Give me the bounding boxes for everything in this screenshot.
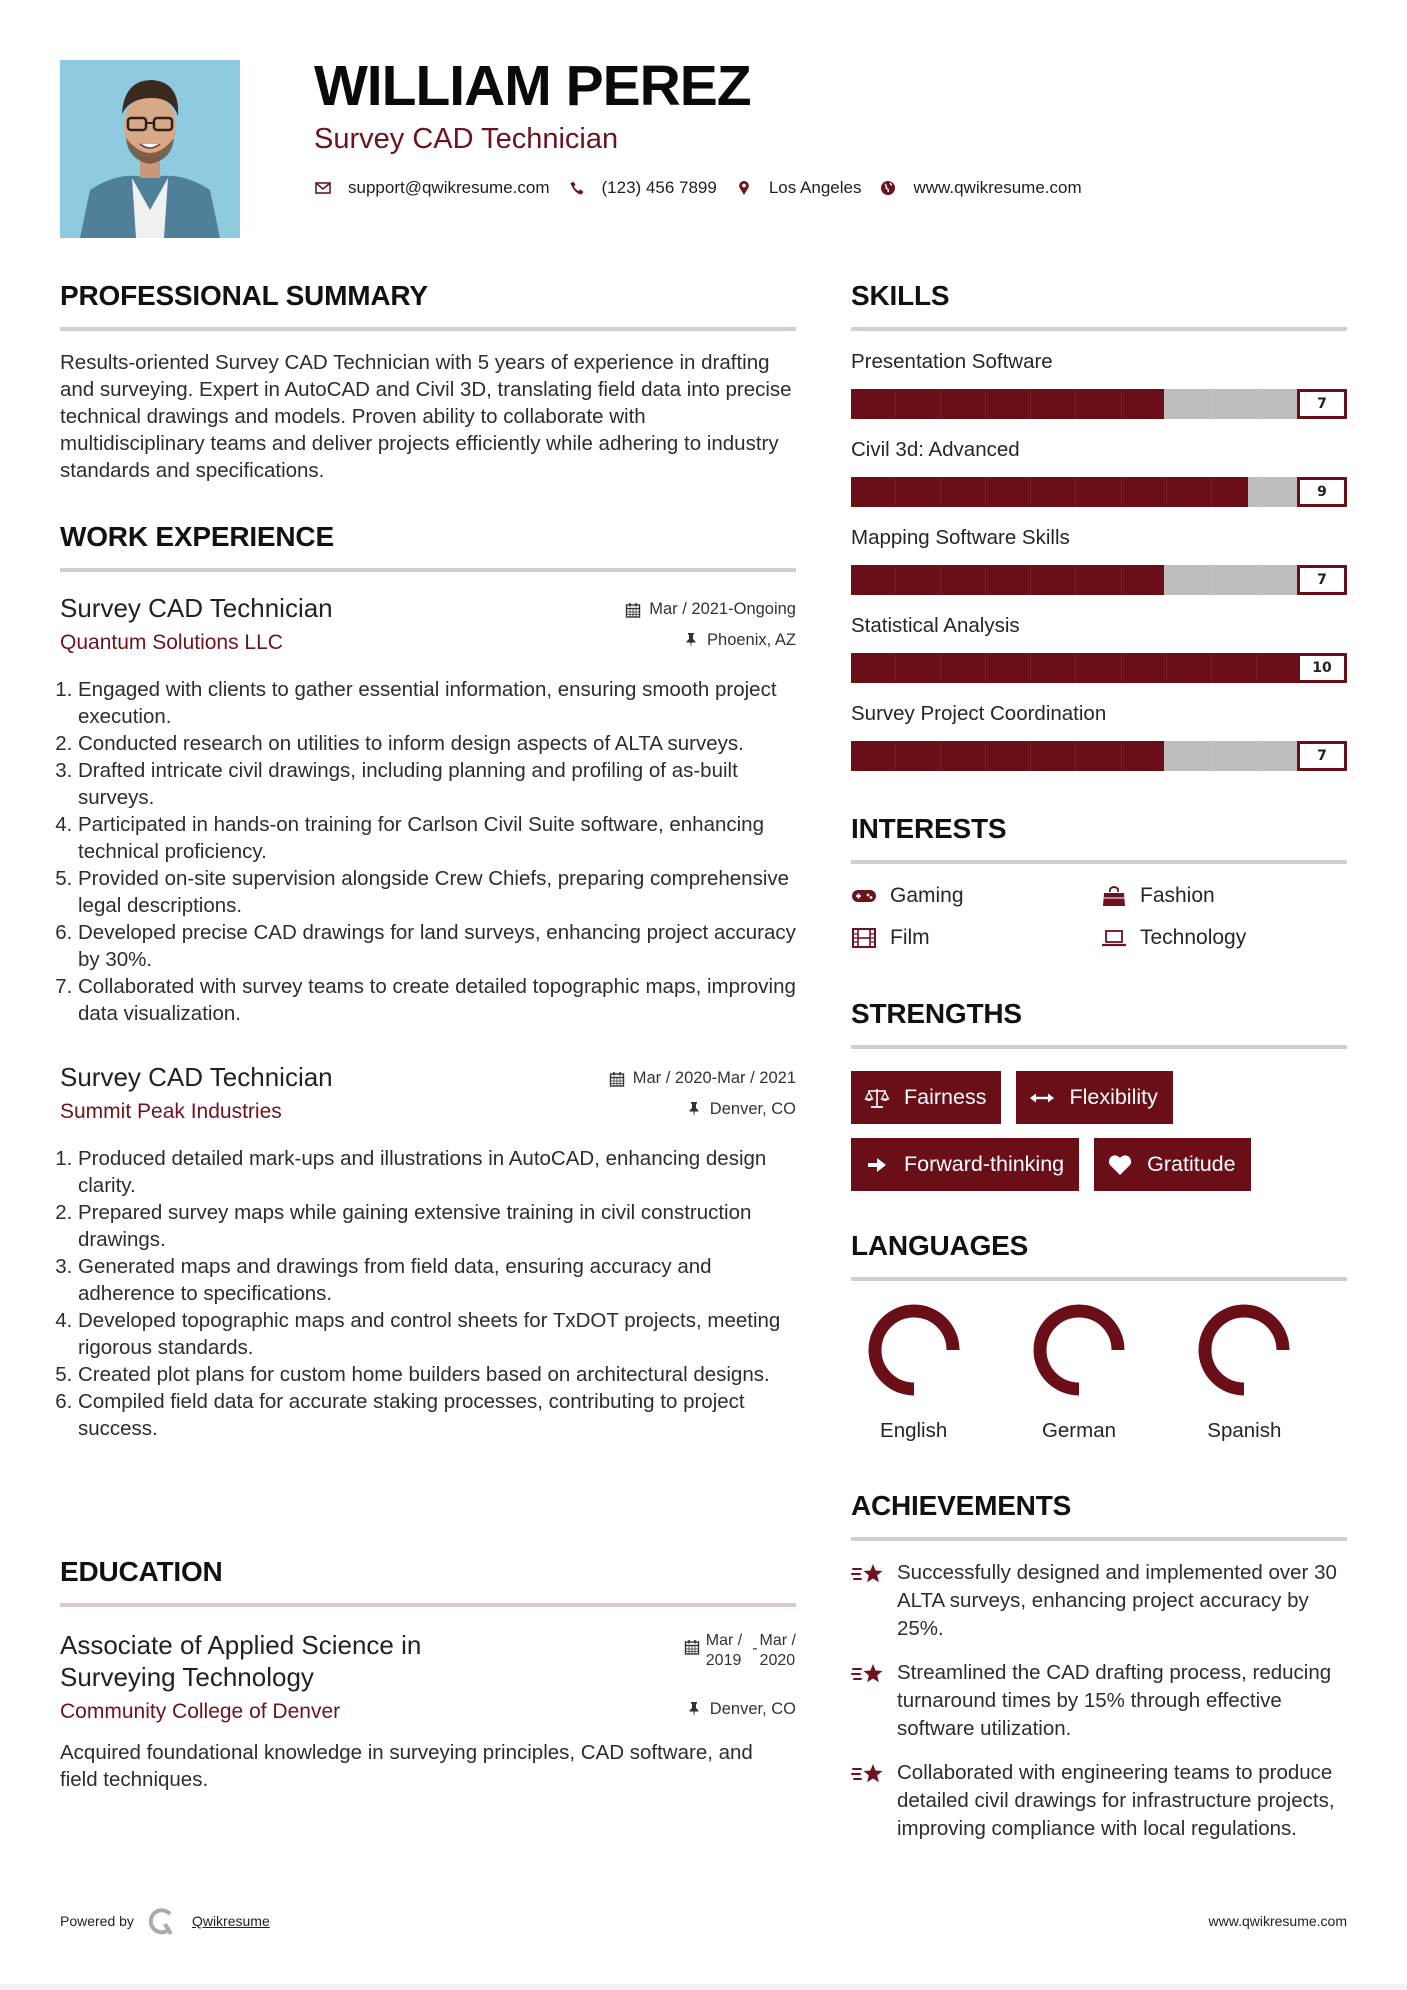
job-title: Survey CAD Technician bbox=[60, 1062, 333, 1092]
skills-section bbox=[851, 282, 1347, 771]
section-divider bbox=[60, 568, 796, 572]
section-heading: WORK EXPERIENCE bbox=[60, 521, 334, 552]
skill-level-bar bbox=[851, 653, 1347, 683]
skill-value-badge: 7 bbox=[1297, 389, 1347, 419]
skill-value-badge: 7 bbox=[1297, 741, 1347, 771]
skill-value-badge: 7 bbox=[1297, 565, 1347, 595]
degree-title: Associate of Applied Science in Surveying Technology bbox=[60, 1630, 422, 1692]
shooting-star-icon bbox=[851, 1761, 887, 1789]
language-level-arc-icon bbox=[1197, 1303, 1291, 1397]
skill-label: Statistical Analysis bbox=[851, 614, 1020, 637]
skill-value-badge: 9 bbox=[1297, 477, 1347, 507]
duty-item: 4. Participated in hands-on training for Carlson Civil Suite software, enhancing technical proficiency. bbox=[78, 811, 796, 865]
school-name: Community College of Denver bbox=[60, 1700, 341, 1723]
language-level-arc-icon bbox=[867, 1303, 961, 1397]
page-bottom-strip bbox=[0, 1984, 1407, 1990]
job-location: Phoenix, AZ bbox=[683, 631, 796, 650]
powered-by: Powered by Qwikresume bbox=[60, 1906, 270, 1936]
strength-chip-flexibility: Flexibility bbox=[1016, 1071, 1172, 1124]
achievement-item: Collaborated with engineering teams to produce detailed civil drawings for infrastructure projects, improving compliance with local regulations. bbox=[851, 1759, 1347, 1843]
website-text: www.qwikresume.com bbox=[913, 178, 1082, 197]
summary-text: Results-oriented Survey CAD Technician with 5 years of experience in drafting and surveying. Expert in AutoCAD and Civil 3D, translating field data into precise technical drawings and models. Proven ability to collaborate with multidisciplinary teams and deliver projects efficiently while adhering to industry standards and specifications. bbox=[60, 351, 792, 482]
film-icon bbox=[851, 927, 877, 949]
duty-item: 5. Provided on-site supervision alongside Crew Chiefs, preparing comprehensive legal descriptions. bbox=[78, 865, 796, 919]
skill-value-badge: 10 bbox=[1297, 653, 1347, 683]
calendar-icon bbox=[625, 602, 641, 618]
section-divider bbox=[851, 1277, 1347, 1281]
arrow-right-icon bbox=[863, 1153, 891, 1177]
company-name: Summit Peak Industries bbox=[60, 1100, 282, 1123]
duty-item: 1. Engaged with clients to gather essential information, ensuring smooth project execution. bbox=[78, 676, 796, 730]
skill-label: Civil 3d: Advanced bbox=[851, 438, 1020, 461]
work-experience-section bbox=[60, 523, 796, 1442]
section-heading: LANGUAGES bbox=[851, 1230, 1029, 1261]
section-divider bbox=[60, 327, 796, 331]
job-date: Mar / 2020-Mar / 2021 bbox=[609, 1069, 796, 1088]
section-heading: INTERESTS bbox=[851, 813, 1007, 844]
section-heading: ACHIEVEMENTS bbox=[851, 1490, 1072, 1521]
duty-item: 3. Generated maps and drawings from field data, ensuring accuracy and adherence to specifications. bbox=[78, 1253, 796, 1307]
language-spanish: Spanish bbox=[1182, 1303, 1347, 1443]
qwikresume-link[interactable]: Qwikresume bbox=[191, 1913, 270, 1929]
calendar-icon bbox=[609, 1071, 625, 1087]
section-heading: STRENGTHS bbox=[851, 998, 1022, 1029]
education-description: Acquired foundational knowledge in surveying principles, CAD software, and field techniques. bbox=[60, 1741, 753, 1791]
duty-item: 1. Produced detailed mark-ups and illustrations in AutoCAD, enhancing design clarity. bbox=[78, 1145, 796, 1199]
footer-website-link[interactable]: www.qwikresume.com bbox=[1208, 1913, 1347, 1929]
skill-level-bar bbox=[851, 477, 1347, 507]
skill-item bbox=[851, 437, 1347, 507]
skill-label: Mapping Software Skills bbox=[851, 526, 1070, 549]
shooting-star-icon bbox=[851, 1661, 887, 1689]
education-date: Mar / 2019 - Mar / 2020 bbox=[684, 1631, 796, 1671]
interest-film: Film bbox=[851, 926, 1101, 950]
job-date: Mar / 2021-Ongoing bbox=[625, 600, 796, 619]
interest-technology: Technology bbox=[1101, 926, 1347, 950]
contact-location bbox=[735, 178, 862, 198]
duty-item: 2. Prepared survey maps while gaining extensive training in civil construction drawings. bbox=[78, 1199, 796, 1253]
skill-level-bar bbox=[851, 565, 1347, 595]
interest-gaming: Gaming bbox=[851, 884, 1101, 908]
gamepad-icon bbox=[851, 885, 877, 907]
duty-item: 7. Collaborated with survey teams to create detailed topographic maps, improving data visualization. bbox=[78, 973, 796, 1027]
language-german: German bbox=[1016, 1303, 1181, 1443]
envelope-icon bbox=[314, 179, 332, 197]
shooting-star-icon bbox=[851, 1561, 887, 1589]
skill-label: Survey Project Coordination bbox=[851, 702, 1107, 725]
duty-item: 4. Developed topographic maps and control sheets for TxDOT projects, meeting rigorous standards. bbox=[78, 1307, 796, 1361]
pushpin-icon bbox=[686, 1701, 702, 1717]
contact-phone[interactable] bbox=[568, 178, 717, 198]
person-photo-icon bbox=[60, 60, 240, 238]
job-title: Survey CAD Technician bbox=[60, 593, 333, 623]
candidate-title: Survey CAD Technician bbox=[314, 123, 619, 155]
interest-fashion: Fashion bbox=[1101, 884, 1347, 908]
duty-item: 6. Compiled field data for accurate staking processes, contributing to project success. bbox=[78, 1388, 796, 1442]
job-location: Denver, CO bbox=[686, 1100, 796, 1119]
shopping-bag-icon bbox=[1101, 885, 1127, 907]
duty-item: 5. Created plot plans for custom home builders based on architectural designs. bbox=[78, 1361, 796, 1388]
language-english: English bbox=[851, 1303, 1016, 1443]
job-entry bbox=[60, 1061, 796, 1442]
languages-list bbox=[851, 1303, 1347, 1443]
achievement-item: Streamlined the CAD drafting process, reducing turnaround times by 15% through effective software utilization. bbox=[851, 1659, 1347, 1743]
strength-chip-forward-thinking: Forward-thinking bbox=[851, 1138, 1079, 1191]
section-heading: EDUCATION bbox=[60, 1556, 223, 1587]
profile-photo bbox=[60, 60, 240, 238]
skill-level-bar bbox=[851, 389, 1347, 419]
section-divider bbox=[851, 1537, 1347, 1541]
section-heading: SKILLS bbox=[851, 280, 950, 311]
interests-grid bbox=[851, 884, 1347, 950]
section-divider bbox=[851, 327, 1347, 331]
education-location: Denver, CO bbox=[686, 1700, 796, 1719]
section-divider bbox=[851, 1045, 1347, 1049]
skill-item bbox=[851, 349, 1347, 419]
education-section bbox=[60, 1558, 796, 1793]
skill-item bbox=[851, 613, 1347, 683]
achievement-item: Successfully designed and implemented over 30 ALTA surveys, enhancing project accuracy by 25%. bbox=[851, 1559, 1347, 1643]
duty-item: 2. Conducted research on utilities to inform design aspects of ALTA surveys. bbox=[78, 730, 796, 757]
section-divider bbox=[851, 860, 1347, 864]
strengths-section bbox=[851, 1000, 1347, 1205]
achievements-section bbox=[851, 1492, 1347, 1843]
calendar-icon bbox=[684, 1639, 700, 1655]
duty-item: 6. Developed precise CAD drawings for land surveys, enhancing project accuracy by 30%. bbox=[78, 919, 796, 973]
skill-item bbox=[851, 525, 1347, 595]
laptop-icon bbox=[1101, 927, 1127, 949]
section-divider bbox=[60, 1603, 796, 1607]
languages-section bbox=[851, 1232, 1347, 1443]
contact-email[interactable] bbox=[314, 178, 550, 198]
pushpin-icon bbox=[686, 1101, 702, 1117]
candidate-name: WILLIAM PEREZ bbox=[314, 54, 751, 118]
contact-row bbox=[314, 178, 1100, 198]
globe-icon bbox=[879, 179, 897, 197]
skill-level-bar bbox=[851, 741, 1347, 771]
duties-list bbox=[60, 1145, 796, 1442]
contact-website[interactable] bbox=[879, 178, 1081, 198]
achievements-list bbox=[851, 1559, 1347, 1843]
job-entry bbox=[60, 592, 796, 1027]
strength-chip-gratitude: Gratitude bbox=[1094, 1138, 1250, 1191]
strengths-chips bbox=[851, 1071, 1347, 1205]
footer bbox=[60, 1906, 1347, 1936]
duty-item: 3. Drafted intricate civil drawings, including planning and profiling of as-built surveys. bbox=[78, 757, 796, 811]
strength-chip-fairness: Fairness bbox=[851, 1071, 1001, 1124]
professional-summary-section bbox=[60, 282, 796, 484]
pushpin-icon bbox=[683, 632, 699, 648]
arrows-horizontal-icon bbox=[1028, 1086, 1056, 1110]
company-name: Quantum Solutions LLC bbox=[60, 631, 283, 654]
section-heading: PROFESSIONAL SUMMARY bbox=[60, 280, 428, 311]
map-pin-icon bbox=[735, 179, 753, 197]
phone-text: (123) 456 7899 bbox=[601, 178, 717, 197]
email-text: support@qwikresume.com bbox=[348, 178, 550, 197]
location-text: Los Angeles bbox=[768, 178, 862, 197]
education-entry bbox=[60, 1629, 796, 1793]
heart-icon bbox=[1106, 1153, 1134, 1177]
qwikresume-logo-icon bbox=[148, 1906, 178, 1936]
language-level-arc-icon bbox=[1032, 1303, 1126, 1397]
skill-item bbox=[851, 701, 1347, 771]
duties-list bbox=[60, 676, 796, 1027]
skill-label: Presentation Software bbox=[851, 350, 1053, 373]
interests-section bbox=[851, 815, 1347, 950]
balance-scale-icon bbox=[863, 1086, 891, 1110]
phone-icon bbox=[568, 179, 586, 197]
